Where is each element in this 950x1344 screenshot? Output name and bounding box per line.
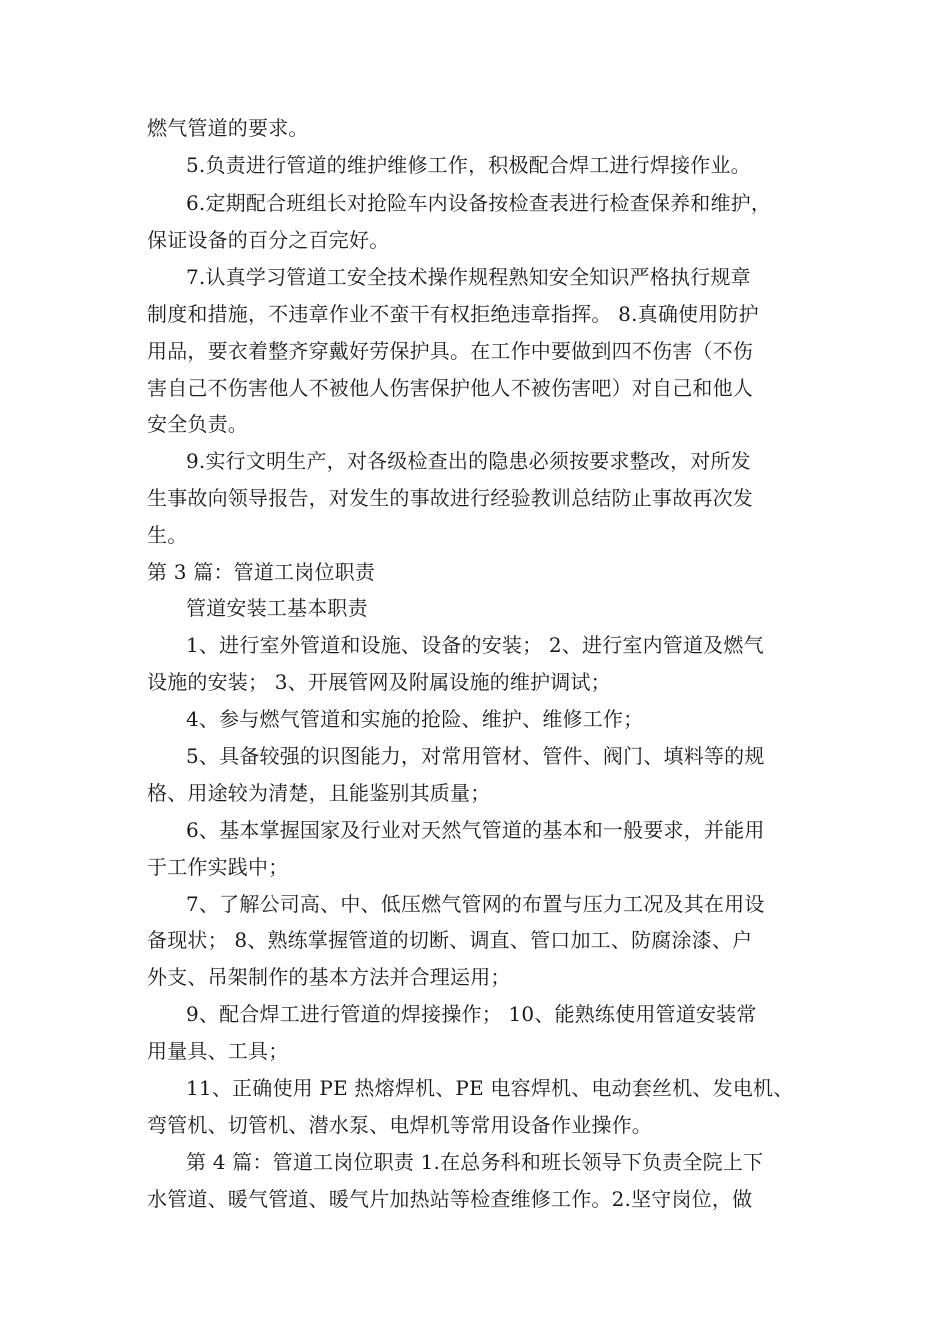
section-heading: 第 3 篇：管道工岗位职责 <box>147 560 376 584</box>
text-line: 6、基本掌握国家及行业对天然气管道的基本和一般要求，并能用 <box>186 818 765 842</box>
text-line: 9.实行文明生产，对各级检查出的隐患必须按要求整改，对所发 <box>186 449 751 473</box>
text-line: 安全负责。 <box>147 412 248 436</box>
text-line: 11、正确使用 PE 热熔焊机、PE 电容焊机、电动套丝机、发电机、 <box>186 1076 794 1100</box>
text-line: 格、用途较为清楚，且能鉴别其质量； <box>147 781 491 805</box>
text-line: 外支、吊架制作的基本方法并合理运用； <box>147 965 511 989</box>
text-line: 4、参与燃气管道和实施的抢险、维护、维修工作； <box>186 707 644 731</box>
text-line: 第 4 篇：管道工岗位职责 1.在总务科和班长领导下负责全院上下 <box>186 1150 764 1174</box>
text-line: 水管道、暖气管道、暖气片加热站等检查维修工作。2.坚守岗位，做 <box>147 1187 753 1211</box>
text-line: 7.认真学习管道工安全技术操作规程熟知安全知识严格执行规章 <box>186 265 751 289</box>
subsection-heading: 管道安装工基本职责 <box>186 596 368 620</box>
text-line: 于工作实践中； <box>147 855 289 879</box>
text-line: 生。 <box>147 523 188 547</box>
text-line: 5.负责进行管道的维护维修工作，积极配合焊工进行焊接作业。 <box>186 153 751 177</box>
text-line: 保证设备的百分之百完好。 <box>147 228 390 252</box>
text-line: 用量具、工具； <box>147 1039 289 1063</box>
text-line: 弯管机、切管机、潜水泵、电焊机等常用设备作业操作。 <box>147 1113 652 1137</box>
text-line: 制度和措施，不违章作业不蛮干有权拒绝违章指挥。 8.真确使用防护 <box>147 302 759 326</box>
text-line: 燃气管道的要求。 <box>147 116 309 140</box>
text-line: 1、进行室外管道和设施、设备的安装； 2、进行室内管道及燃气 <box>186 633 764 657</box>
text-line: 设施的安装； 3、开展管网及附属设施的维护调试； <box>147 670 611 694</box>
text-line: 5、具备较强的识图能力，对常用管材、管件、阀门、填料等的规 <box>186 744 765 768</box>
text-line: 6.定期配合班组长对抢险车内设备按检查表进行检查保养和维护， <box>186 191 772 215</box>
text-line: 7、了解公司高、中、低压燃气管网的布置与压力工况及其在用设 <box>186 892 765 916</box>
text-line: 用品，要衣着整齐穿戴好劳保护具。在工作中要做到四不伤害（不伤 <box>147 339 753 363</box>
text-line: 备现状； 8、熟练掌握管道的切断、调直、管口加工、防腐涂漆、户 <box>147 928 753 952</box>
text-line: 生事故向领导报告，对发生的事故进行经验教训总结防止事故再次发 <box>147 486 753 510</box>
text-line: 9、配合焊工进行管道的焊接操作； 10、能熟练使用管道安装常 <box>186 1002 757 1026</box>
text-line: 害自己不伤害他人不被他人伤害保护他人不被伤害吧）对自己和他人 <box>147 376 753 400</box>
